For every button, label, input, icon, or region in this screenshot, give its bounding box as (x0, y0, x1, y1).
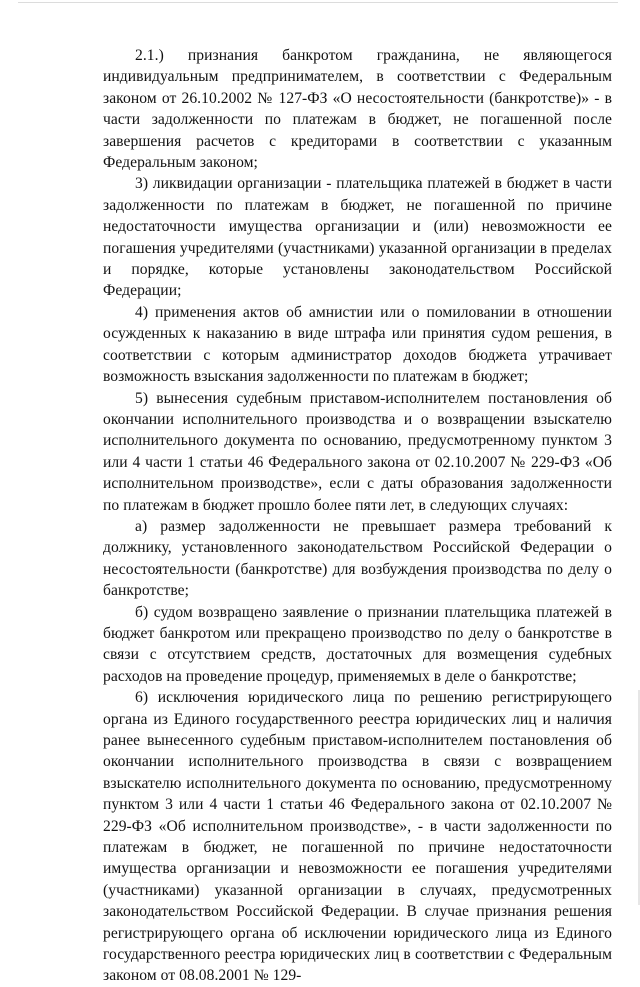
scan-border-line (18, 2, 618, 3)
paragraph-6: 6) исключения юридического лица по решению регистрирующего органа из Единого государственного реестра юридических лиц и наличия ранее вынесенного судебным приставом-исполнителем постановления об окончании исполнительного производства в связи с возвращением взыскателю исполнительного документа по основанию, предусмотренному пунктом 3 или 4 части 1 статьи 46 Федерального закона от 02.10.2007 № 229-ФЗ «Об исполнительном производстве», - в части задолженности по платежам в бюджет, не погашенной по причине недостаточности имущества организации и невозможности ее погашения учредителями (участниками) указанной организации в случаях, предусмотренных законодательством Российской Федерации. В случае признания решения регистрирующего органа об исключении юридического лица из Единого государственного реестра юридических лиц в соответствии с Федеральным законом от 08.08.2001 № 129- (103, 689, 612, 985)
paragraph-4: 4) применения актов об амнистии или о помиловании в отношении осужденных к наказанию в виде штрафа или принятия судом решения, в соответствии с которым администратор доходов бюджета утрачивает возможность взыскания задолженности по платежам в бюджет; (103, 303, 612, 386)
paragraph-2-1: 2.1.) признания банкротом гражданина, не являющегося индивидуальным предпринимателем, в соответствии с Федеральным законом от 26.10.2002 № 127-ФЗ «О несостоятельности (банкротстве)» - в части задолженности по платежам в бюджет, не погашенной после завершения расчетов с кредиторами в соответствии с указанным Федеральным законом; (103, 47, 612, 172)
paragraph-5-a: а) размер задолженности не превышает размера требований к должнику, установленного законодательством Российской Федерации о несостоятельности (банкротстве) для возбуждения производства по делу о банкротстве; (103, 517, 612, 600)
document-body (103, 45, 612, 987)
paragraph-3: 3) ликвидации организации - плательщика платежей в бюджет в части задолженности по платежам в бюджет, не погашенной по причине недостаточности имущества организации и (или) невозможности ее погашения учредителями (участниками) указанной организации в пределах и порядке, которые установлены законодательством Российской Федерации; (103, 175, 612, 300)
paragraph-5: 5) вынесения судебным приставом-исполнителем постановления об окончании исполнительного производства и о возвращении взыскателю исполнительного документа по основанию, предусмотренному пунктом 3 или 4 части 1 статьи 46 Федерального закона от 02.10.2007 № 229-ФЗ «Об исполнительном производстве», если с даты образования задолженности по платежам в бюджет прошло более пяти лет, в следующих случаях: (103, 389, 612, 514)
paragraph-5-b: б) судом возвращено заявление о признании плательщика платежей в бюджет банкротом или прекращено производство по делу о банкротстве в связи с отсутствием средств, достаточных для возмещения судебных расходов на проведение процедур, применяемых в деле о банкротстве; (103, 603, 612, 685)
